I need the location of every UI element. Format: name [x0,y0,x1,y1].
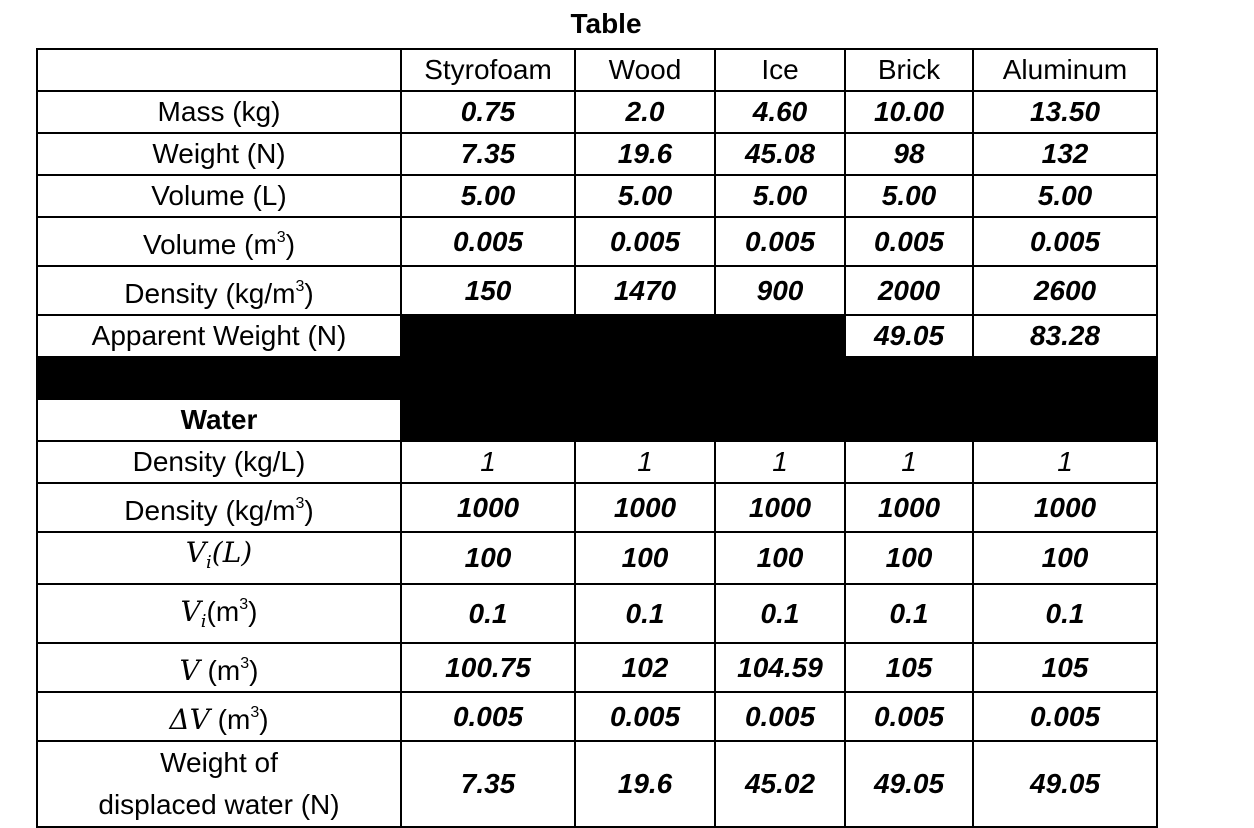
cell: 100 [845,532,973,584]
cell: 900 [715,266,845,315]
table-row-mass [37,91,1157,133]
table-title: Table [570,8,642,39]
cell: 102 [575,643,715,692]
cell: 105 [845,643,973,692]
column-header: Styrofoam [401,49,575,91]
column-header: Brick [845,49,973,91]
table-row-weight [37,133,1157,175]
cell: 1000 [401,483,575,532]
table-row-delta-v [37,692,1157,741]
row-label: Weight of displaced water (N) [37,741,401,827]
row-label: Density $(kg/m^3)$ [37,483,401,532]
redacted-cell [401,399,575,441]
cell: 0.005 [973,217,1157,266]
row-label: $V_i(m^3)$ [37,584,401,643]
row-label: Volume (L) [37,175,401,217]
cell: 2.0 [575,91,715,133]
cell: 0.005 [845,217,973,266]
redacted-cell [575,399,715,441]
cell: 0.005 [973,692,1157,741]
cell: 100 [973,532,1157,584]
cell: 0.005 [401,217,575,266]
cell: 98 [845,133,973,175]
cell: 5.00 [845,175,973,217]
water-header-row [37,399,1157,441]
cell: 100 [401,532,575,584]
row-label: V $(m^3)$ [37,643,401,692]
cell: 1 [845,441,973,483]
cell: 0.1 [845,584,973,643]
row-label: Weight (N) [37,133,401,175]
cell: 1000 [575,483,715,532]
cell: 5.00 [575,175,715,217]
redacted-row [37,357,1157,399]
column-header: Ice [715,49,845,91]
cell: 10.00 [845,91,973,133]
cell: 1000 [845,483,973,532]
redacted-cell [401,315,575,357]
cell: 132 [973,133,1157,175]
cell: 7.35 [401,133,575,175]
cell: 45.02 [715,741,845,827]
cell: 5.00 [973,175,1157,217]
redacted-cell [575,357,715,399]
cell: 100.75 [401,643,575,692]
cell: 83.28 [973,315,1157,357]
water-header: Water [37,399,401,441]
table-row-v-m3 [37,643,1157,692]
table-row-displaced-weight [37,741,1157,827]
cell: 4.60 [715,91,845,133]
cell: 104.59 [715,643,845,692]
cell: 2000 [845,266,973,315]
cell: 2600 [973,266,1157,315]
table-row-volume-m3 [37,217,1157,266]
table-row-water-density-kgl [37,441,1157,483]
row-label: ΔV $(m^3)$ [37,692,401,741]
cell: 0.1 [973,584,1157,643]
table-row-volume-l [37,175,1157,217]
cell: 150 [401,266,575,315]
cell: 5.00 [401,175,575,217]
redacted-cell [845,399,973,441]
cell: 0.005 [715,692,845,741]
cell: 1470 [575,266,715,315]
table-row-vi-m3 [37,584,1157,643]
table-row-density [37,266,1157,315]
cell: 0.005 [575,692,715,741]
redacted-cell [37,357,401,399]
cell: 49.05 [973,741,1157,827]
cell: 1000 [973,483,1157,532]
cell: 0.75 [401,91,575,133]
cell: 0.1 [715,584,845,643]
table-row-vi-l [37,532,1157,584]
redacted-cell [715,357,845,399]
redacted-cell [973,399,1157,441]
cell: 1 [715,441,845,483]
redacted-cell [973,357,1157,399]
cell: 0.005 [575,217,715,266]
cell: 5.00 [715,175,845,217]
row-label: Mass (kg) [37,91,401,133]
header-row [37,49,1157,91]
table-row-water-density-kgm3 [37,483,1157,532]
header-corner [37,49,401,91]
cell: 1 [575,441,715,483]
cell: 49.05 [845,741,973,827]
redacted-cell [715,315,845,357]
row-label: Density $(kg/m^3)$ [37,266,401,315]
row-label: Density (kg/L) [37,441,401,483]
cell: 1000 [715,483,845,532]
cell: 0.005 [715,217,845,266]
cell: 0.1 [401,584,575,643]
table-row-apparent-weight [37,315,1157,357]
column-header: Wood [575,49,715,91]
cell: 0.1 [575,584,715,643]
cell: 49.05 [845,315,973,357]
redacted-cell [845,357,973,399]
row-label: Apparent Weight (N) [37,315,401,357]
cell: 1 [401,441,575,483]
cell: 1 [973,441,1157,483]
redacted-cell [401,357,575,399]
cell: 7.35 [401,741,575,827]
row-label: $V_i(L)$ [37,532,401,584]
data-table [36,48,1158,828]
cell: 100 [715,532,845,584]
redacted-cell [715,399,845,441]
cell: 19.6 [575,741,715,827]
cell: 0.005 [845,692,973,741]
cell: 0.005 [401,692,575,741]
cell: 105 [973,643,1157,692]
cell: 19.6 [575,133,715,175]
cell: 13.50 [973,91,1157,133]
row-label: Volume $(m^3)$ [37,217,401,266]
redacted-cell [575,315,715,357]
column-header: Aluminum [973,49,1157,91]
cell: 100 [575,532,715,584]
cell: 45.08 [715,133,845,175]
